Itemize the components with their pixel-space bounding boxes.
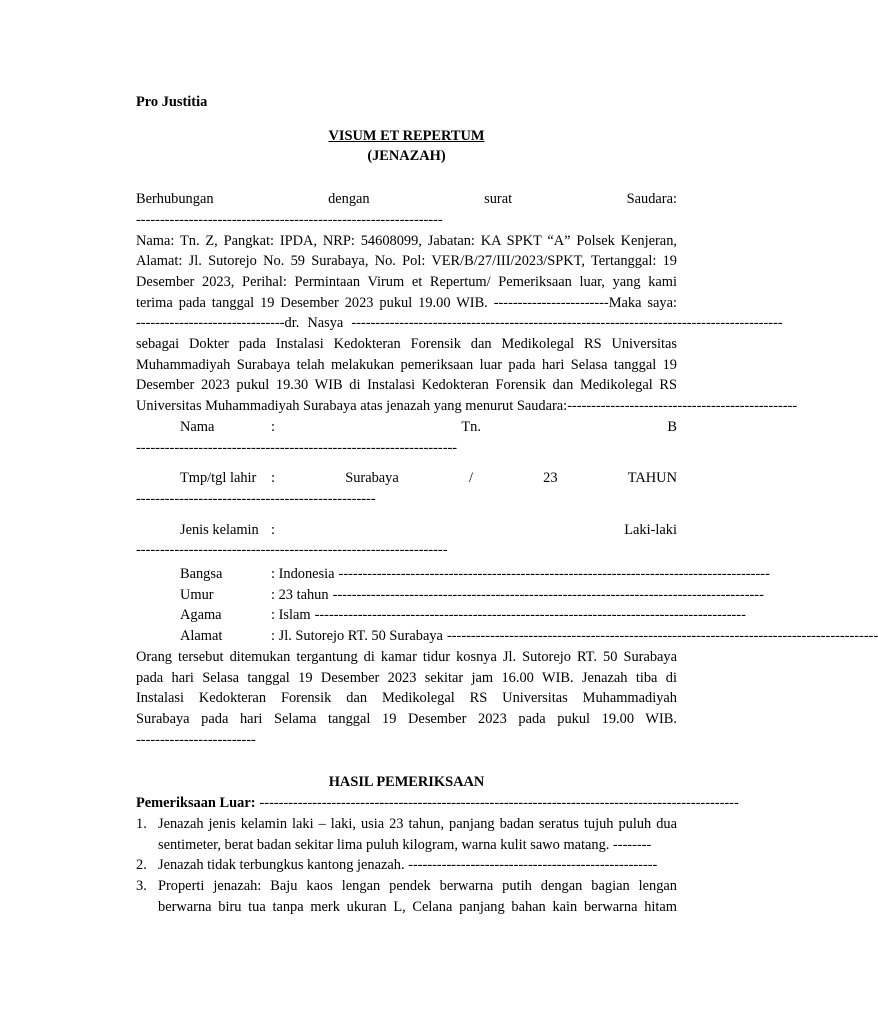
intro-word: dengan <box>328 191 370 208</box>
intro-word: Saudara: <box>626 191 677 208</box>
section-label: Pemeriksaan Luar: <box>136 795 256 812</box>
field-label: Tmp/tgl lahir <box>180 470 257 487</box>
field-value <box>271 626 878 647</box>
value-part: Surabaya <box>345 470 399 487</box>
field-tmp-tgl-lahir <box>136 468 677 489</box>
intro-line: sebagai Dokter pada Instalasi Kedokteran Forensik dan Medikolegal RS Universitas <box>136 336 677 353</box>
list-item <box>136 855 677 876</box>
intro-line: Desember 2023 pukul 19.30 WIB di Instalasi Kedokteran Forensik dan Medikolegal RS <box>136 377 677 394</box>
value-text: : 23 tahun <box>271 586 329 603</box>
list-text: Jenazah jenis kelamin laki – laki, usia 23 tahun, panjang badan seratus tujuh puluh dua sentimeter, berat badan sekitar lima puluh kilogram, warna kulit sawo matang. -------- <box>158 815 677 853</box>
colon: : <box>271 418 275 435</box>
dash-line: ----------------------------------------------------------------- <box>136 542 448 559</box>
dash-fill: ------------------------------------------------ <box>567 398 798 415</box>
field-label: Bangsa <box>180 566 223 583</box>
intro-first-line <box>136 189 677 210</box>
value-part: Tn. <box>461 418 481 435</box>
value-part: Laki-laki <box>624 521 677 538</box>
doctor-line <box>136 313 783 334</box>
dash-fill: ------------------------------------------------------------------------------------------ <box>332 586 764 603</box>
dash-fill: ------------------------------------------------------------------------------------------ <box>351 315 783 332</box>
field-label: Alamat <box>180 628 223 645</box>
dash-line: -------------------------------------------------- <box>136 490 376 507</box>
document-body <box>136 92 878 917</box>
document-subtitle: (JENAZAH) <box>367 148 446 165</box>
found-line: pada hari Selasa tanggal 19 Desember 2023 sekitar jam 16.00 WIB. Jenazah tiba di <box>136 669 677 686</box>
field-value <box>271 468 677 489</box>
intro-line-last <box>136 396 798 417</box>
field-alamat <box>136 626 878 647</box>
dash-line: ---------------------------------------------------------------- <box>136 211 443 228</box>
value-text: : Jl. Sutorejo RT. 50 Surabaya <box>271 628 443 645</box>
dash-fill: ------------------------------------------------------------------------------------------ <box>338 566 770 583</box>
results-heading: HASIL PEMERIKSAAN <box>328 774 485 791</box>
list-item <box>136 876 677 917</box>
document-title: VISUM ET REPERTUM <box>328 127 485 144</box>
dash-line: ------------------------------------------------------------------- <box>136 439 458 456</box>
field-umur <box>136 585 764 606</box>
dash-fill: ---------------------------------------------------------------------------------------------------- <box>259 795 739 812</box>
value-text: : Indonesia <box>271 566 335 583</box>
colon: : <box>271 470 275 487</box>
doctor-prefix: -------------------------------dr. <box>136 315 300 332</box>
section-label-line <box>136 793 739 814</box>
value-part: TAHUN <box>627 470 677 487</box>
field-agama <box>136 605 746 626</box>
found-line: Instalasi Kedokteran Forensik dan Medikolegal RS Universitas Muhammadiyah <box>136 690 677 707</box>
list-text: Properti jenazah: Baju kaos lengan pendek berwarna putih dengan bagian lengan berwarna biru tua tanpa merk ukuran L, Celana panjang bahan kain berwarna hitam <box>158 877 677 915</box>
list-number: 3. <box>136 877 147 894</box>
field-bangsa <box>136 564 770 585</box>
value-part: / <box>468 470 473 487</box>
intro-line-text: Universitas Muhammadiyah Surabaya atas jenazah yang menurut Saudara: <box>136 398 568 415</box>
intro-word: Berhubungan <box>136 191 214 208</box>
found-line: Orang tersebut ditemukan tergantung di kamar tidur kosnya Jl. Sutorejo RT. 50 Surabaya <box>136 648 677 665</box>
list-number: 2. <box>136 857 147 874</box>
list-number: 1. <box>136 815 147 832</box>
intro-line: terima pada tanggal 19 Desember 2023 pukul 19.00 WIB. ------------------------Maka saya: <box>136 294 677 311</box>
field-value <box>271 605 746 626</box>
dash-fill: ------------------------------------------------------------------------------------------ <box>446 628 878 645</box>
dash-fill: ------------------------------------------------------------------------------------------ <box>314 607 746 624</box>
intro-word: surat <box>484 191 513 208</box>
doctor-name: Nasya <box>307 315 344 332</box>
intro-line: Nama: Tn. Z, Pangkat: IPDA, NRP: 54608099, Jabatan: KA SPKT “A” Polsek Kenjeran, <box>136 232 677 249</box>
field-label: Agama <box>180 607 222 624</box>
pro-justitia-label: Pro Justitia <box>136 94 208 110</box>
value-part: 23 <box>543 470 558 487</box>
field-nama <box>136 417 677 438</box>
colon: : <box>271 521 275 538</box>
field-jenis-kelamin <box>136 520 677 541</box>
field-label: Umur <box>180 586 214 603</box>
field-value <box>271 564 770 585</box>
value-text: : Islam <box>271 607 311 624</box>
intro-line: Alamat: Jl. Sutorejo No. 59 Surabaya, No. Pol: VER/B/27/III/2023/SPKT, Tertanggal: 19 <box>136 253 677 270</box>
found-line: ------------------------- <box>136 731 256 748</box>
field-value <box>271 417 677 438</box>
value-part: B <box>667 418 677 435</box>
list-item <box>136 814 677 855</box>
list-text: Jenazah tidak terbungkus kantong jenazah. ---------------------------------------------------- <box>158 857 658 874</box>
field-value <box>271 585 764 606</box>
field-value <box>271 520 677 541</box>
field-label: Nama <box>180 418 215 435</box>
found-line: Surabaya pada hari Selama tanggal 19 Desember 2023 pada pukul 19.00 WIB. <box>136 710 677 727</box>
intro-line: Desember 2023, Perihal: Permintaan Virum et Repertum/ Pemeriksaan luar, yang kami <box>136 273 677 290</box>
intro-line: Muhammadiyah Surabaya telah melakukan pemeriksaan luar pada hari Selasa tanggal 19 <box>136 356 677 373</box>
field-label: Jenis kelamin <box>180 521 259 538</box>
